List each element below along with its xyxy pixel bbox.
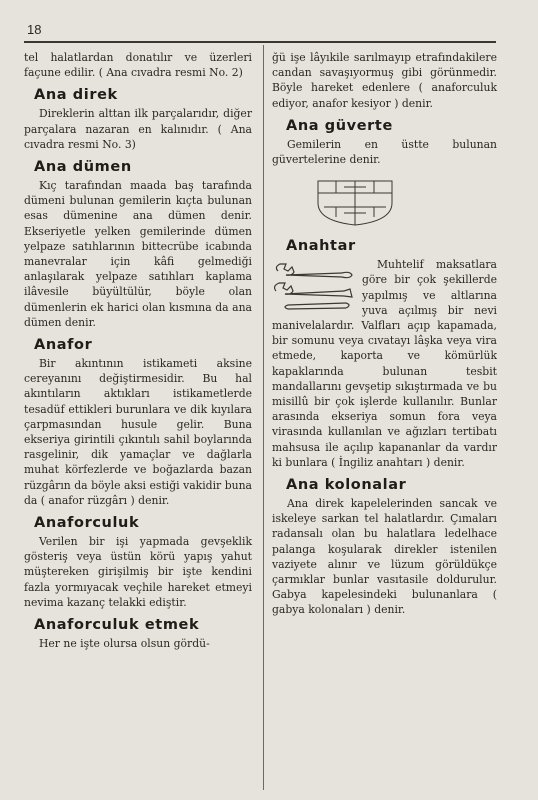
entry-heading-ana-kolonalar: Ana kolonalar [286, 477, 407, 494]
entry-heading-ana-direk: Ana direk [34, 87, 118, 104]
entry-heading-ana-guverte: Ana güverte [286, 117, 393, 134]
left-column [24, 50, 252, 651]
entry-body-ana-kolonalar: Ana direk kapelelerinden sancak ve iskeleye sarkan tel halatlardır. Çımaları radansalı olan bu halatlara ledelhace palanga koşularak direkler istenilen vaziyete alınır ve lüzum görüldükçe çarmıklar bunlar vasıtasile doldurulur. Gabya kapelesindeki bulunanlara ( gabya kolonaları ) denir. [272, 497, 497, 617]
entry-body-anaforculuk-etmek: Her ne işte olursa olsun gördü- [39, 637, 210, 651]
entry-heading-ana-dumen: Ana dümen [34, 159, 132, 176]
entry-heading-anaforculuk-etmek: Anaforculuk etmek [34, 617, 200, 634]
entry-body-anaforculuk: Verilen bir işi yapmada gevşeklik gösteriş veya üstün körü yapış yahut müştereken girişilmiş bir işte kendini fazla yormıyacak veçhile hareket etmeyi nevima kazanç telakki ediştir. [24, 535, 252, 609]
entry-heading-anafor: Anafor [34, 337, 93, 354]
header-rule [24, 41, 496, 43]
entry-body-ana-direk: Direklerin alttan ilk parçalarıdır, diğer parçalara nazaran en kalınıdır. ( Ana cıvadra resmi No. 3) [24, 107, 252, 151]
entry-body-anafor: Bir akıntının istikameti aksine cereyanını değiştirmesidir. Bu hal akıntıların aktıkları istikametlerde tesadüf ettikleri burunlara ve dik kıyılara çarpmasından husule gelir. Buna ekseriya girintili çıkıntılı sahil boylarında rasgelinir, dik yamaçlar ve dağlarla muhat körfezlerde ve boğazlarda bazan rüzgârın da böyle aksi estiği vakidir buna da ( anafor rüzgârı ) denir. [24, 357, 252, 507]
entry-heading-anaforculuk: Anaforculuk [34, 515, 140, 532]
column-divider [263, 45, 264, 790]
entry-body-ana-dumen: Kıç tarafından maada baş tarafında dümeni bulunan gemilerin kıçta bulunan esas dümenine ana dümen denir. Ekseriyetle yelken gemilerinde dümen yelpaze satıhlarının bittecrübe icabında manevralar için kâfi gelmediği anlaşılarak yelpaze satıhları kaplama ilâvesile büyültülür, böyle olan dümenlerin ek harici olan kısmına da ana dümen denir. [24, 179, 252, 329]
right-intro-text: ğü işe lâyıkile sarılmayıp etrafındakilere candan savaşıyormuş gibi görünmedir. Böyle hareket edenlere ( anaforculuk ediyor, anafor kesiyor ) denir. [272, 51, 497, 110]
deck-plan-illustration [314, 177, 396, 227]
entry-heading-anahtar: Anahtar [286, 238, 356, 255]
wrench-icon [272, 261, 356, 313]
page-number: 18 [27, 22, 42, 37]
right-column [272, 50, 497, 618]
entry-body-anahtar: Muhtelif maksatlara göre bir çok şekillerde yapılmış ve altlarına yuva açılmış bir nevi manivelalardır. Valfları açıp kapamada, bir somunu veya cıvatayı lâşka veya vira etmede, kaporta ve kömürlük kapaklarında bulunan tesbit mandallarını gevşetip sıkıştırmada ve bu misillû bir çok işlerde kullanılır. Bunlar arasında ekseriya somun fora veya virasında kullanılan ve ağızları tertibatı mahsusa ile açılıp kapananlar da vardır ki bunlara ( İngiliz anahtarı ) denir. [272, 258, 497, 469]
entry-body-ana-guverte: Gemilerin en üstte bulunan güvertelerine denir. [272, 137, 497, 167]
left-intro-text: tel halatlardan donatılır ve üzerleri façune edilir. ( Ana cıvadra resmi No. 2) [24, 51, 252, 80]
